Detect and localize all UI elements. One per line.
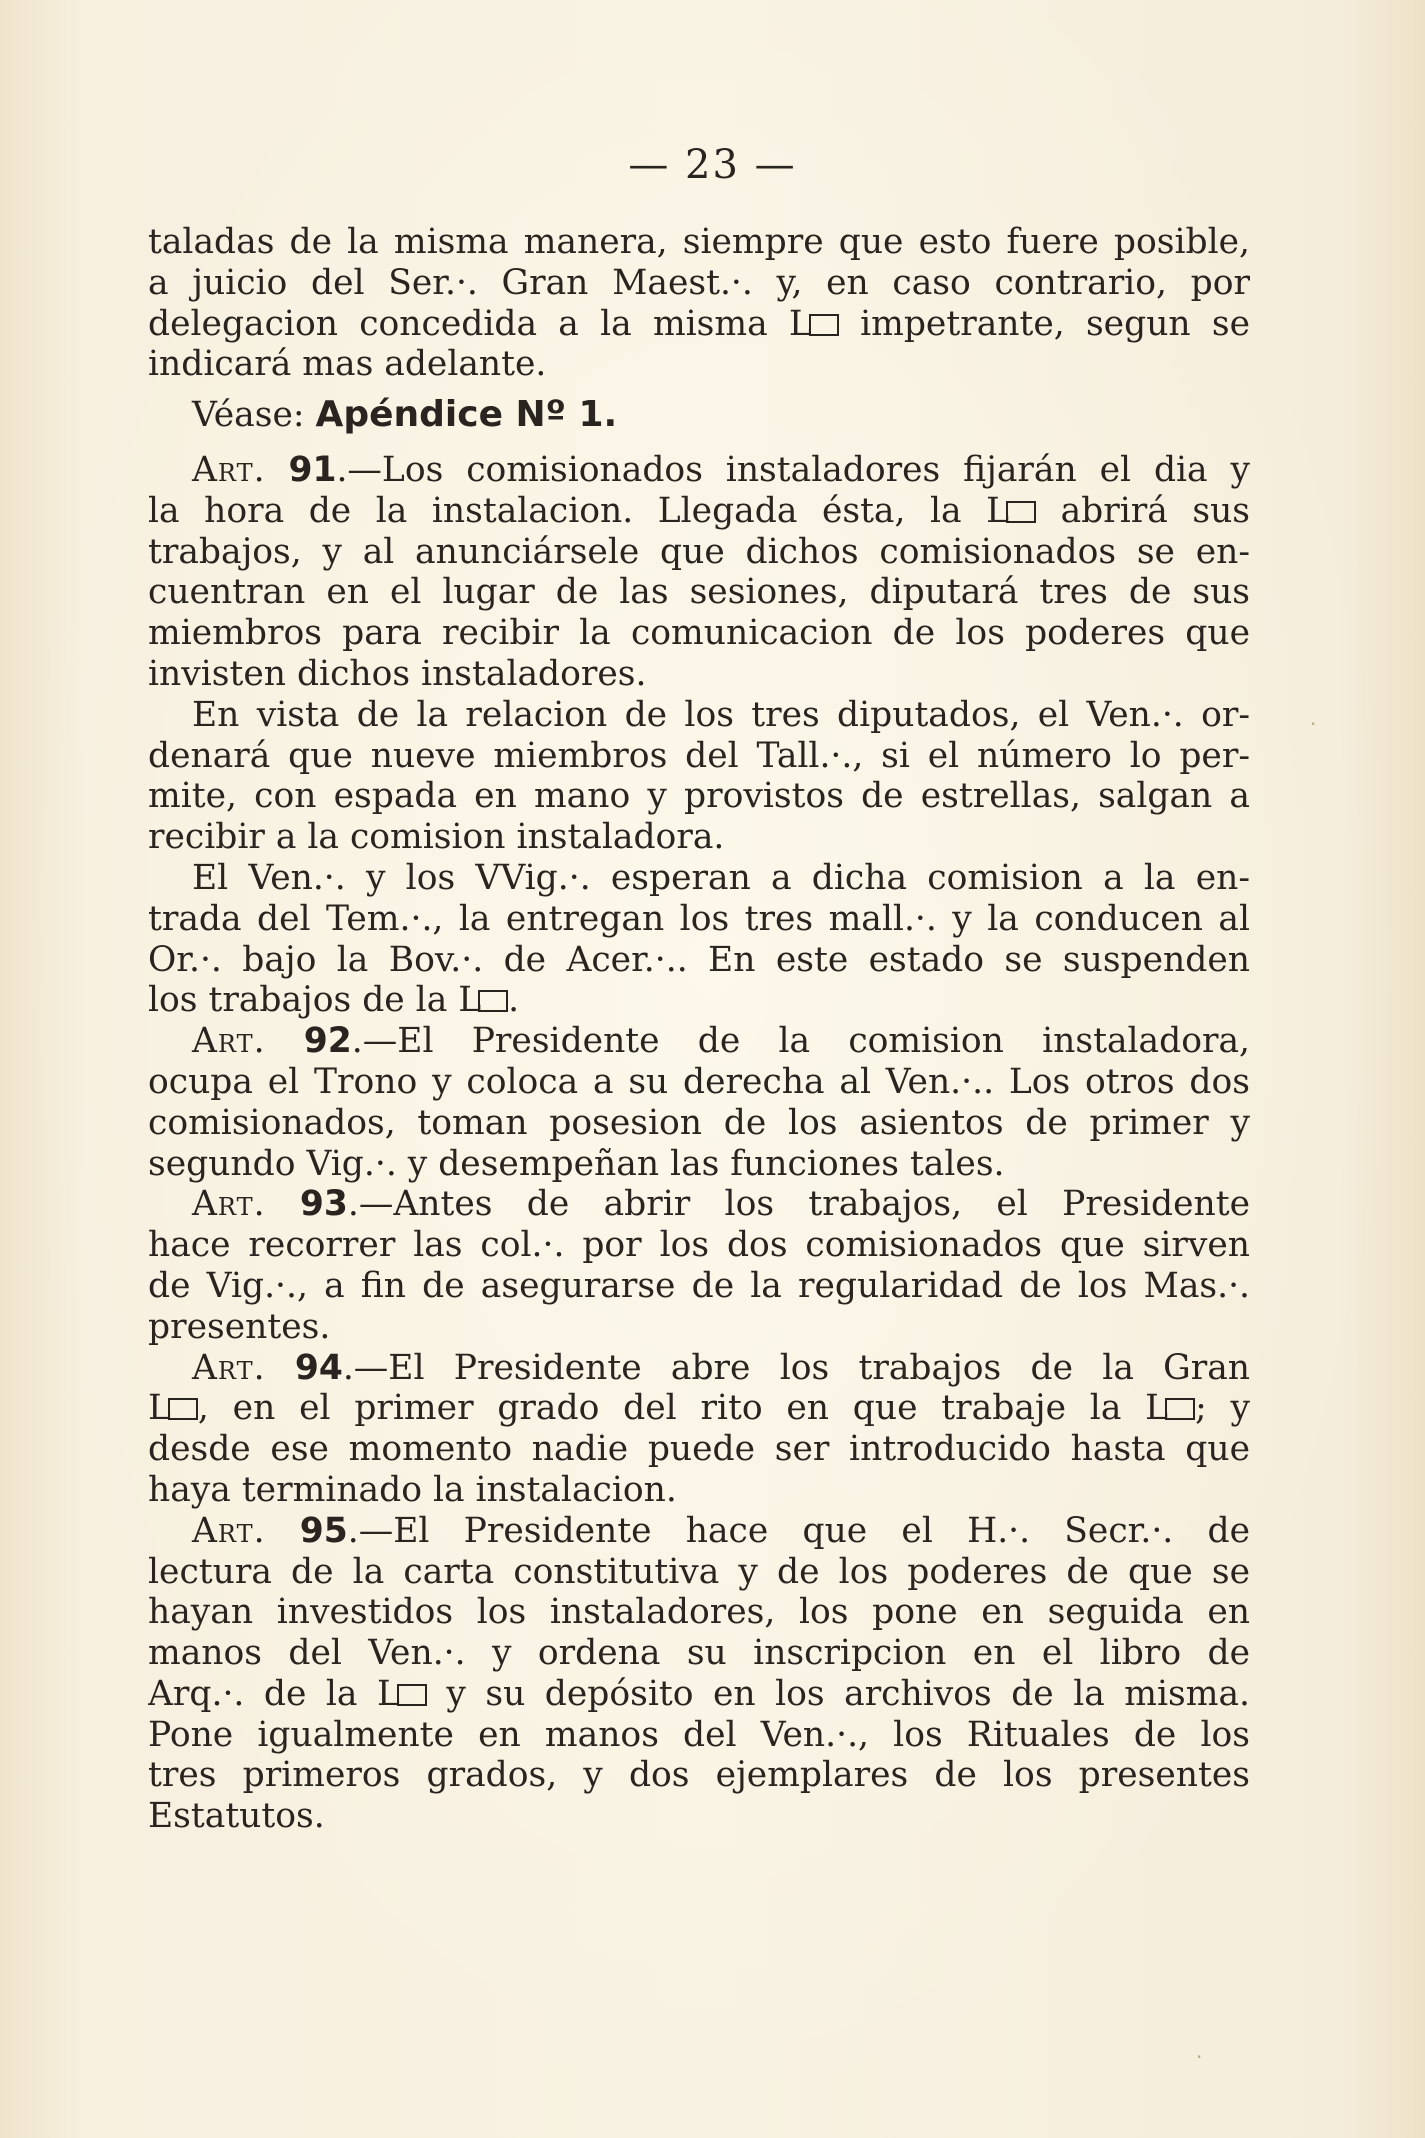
article-label: Art. [192,1184,266,1225]
text-line [148,613,1250,654]
lodge-square-icon [168,1398,198,1420]
line-text: miembros para recibir la comunicacion de los poderes que [148,613,1250,654]
text-line [148,1388,1250,1429]
line-text: .—Los comisionados instaladores fijarán el dia y [336,449,1250,490]
article-label: Art. [192,1510,266,1551]
text-line [148,1184,1250,1225]
text-line [148,1755,1250,1796]
line-text: Pone igualmente en manos del Ven.·., los Rituales de los [148,1714,1250,1755]
page-number: — 23 — [628,142,797,188]
article-number: 92 [303,1021,352,1062]
line-text: denará que nueve miembros del Tall.·., si el número lo per- [148,735,1250,776]
line-text: trada del Tem.·., la entregan los tres mall.·. y la conducen al [148,898,1250,939]
text-line [148,980,1250,1021]
line-text: hace recorrer las col.·. por los dos comisionados que sirven [148,1225,1250,1266]
line-text: los trabajos de la L [148,980,482,1021]
line-text: de Vig.·., a fin de asegurarse de la regularidad de los Mas.·. [148,1265,1250,1306]
line-text: desde ese momento nadie puede ser introducido hasta que [148,1429,1250,1470]
text-line [148,304,1250,345]
line-text: indicará mas adelante. [148,344,547,385]
text-line [148,222,1250,263]
article-number: 93 [299,1184,348,1225]
line-text: abrirá sus [1036,490,1250,531]
text-line [148,532,1250,573]
text-line [148,1511,1250,1552]
see-label: Véase: [192,395,305,436]
text-line [148,940,1250,981]
line-text: invisten dichos instaladores. [148,653,647,694]
text-line [148,736,1250,777]
line-text: delegacion concedida a la misma L [148,303,812,344]
line-text: cuentran en el lugar de las sesiones, diputará tres de sus [148,572,1250,613]
text-line [148,899,1250,940]
line-text: hayan investidos los instaladores, los pone en seguida en [148,1592,1250,1633]
text-line [148,1348,1250,1389]
line-text: El Ven.·. y los VVig.·. esperan a dicha comision a la en- [192,857,1250,898]
text-line [148,1429,1250,1470]
line-text: , en el primer grado del rito en que trabaje la L [197,1388,1169,1429]
text-line [148,776,1250,817]
lodge-square-icon [478,990,508,1012]
line-text: En vista de la relacion de los tres diputados, el Ven.·. or- [192,694,1250,735]
lodge-square-icon [397,1684,427,1706]
line-text: presentes. [148,1306,331,1347]
line-text: ; y [1195,1388,1250,1429]
line-text: segundo Vig.·. y desempeñan las funciones tales. [148,1143,1005,1184]
text-line [148,1266,1250,1307]
article-number: 95 [299,1510,348,1551]
text-line [148,344,1250,385]
article-label: Art. [192,449,266,490]
article-label: Art. [192,1347,266,1388]
line-text: Arq.·. de la L [148,1673,400,1714]
text-line [148,1552,1250,1593]
paper-speck: · [1196,2045,1203,2069]
line-text: taladas de la misma manera, siempre que esto fuere posible, [148,222,1250,262]
lodge-square-icon [1006,501,1036,523]
lodge-square-icon [809,314,839,336]
line-text: haya terminado la instalacion. [148,1469,677,1510]
line-text: .—El Presidente abre los trabajos de la Gran [342,1347,1250,1388]
text-line [148,1103,1250,1144]
line-text: recibir a la comision instaladora. [148,817,725,858]
line-text: trabajos, y al anunciársele que dichos comisionados se en- [148,531,1250,572]
article-number: 91 [288,449,337,490]
text-line [148,450,1250,491]
line-text: impetrante, segun se [838,303,1250,344]
article-number: 94 [294,1347,343,1388]
text-line [148,1796,1250,1837]
text-line [148,1470,1250,1511]
text-line [148,1144,1250,1185]
text-line [148,395,1250,436]
line-text: L [148,1388,171,1429]
lodge-square-icon [1165,1398,1195,1420]
line-text: y su depósito en los archivos de la misma. [426,1673,1250,1714]
line-text: manos del Ven.·. y ordena su inscripcion en el libro de [148,1633,1250,1674]
text-line [148,1021,1250,1062]
line-text: a juicio del Ser.·. Gran Maest.·. y, en caso contrario, por [148,262,1250,303]
line-text: tres primeros grados, y dos ejemplares de los presentes [148,1755,1250,1796]
line-text: mite, con espada en mano y provistos de estrellas, salgan a [148,776,1250,817]
text-line [148,654,1250,695]
line-text: ocupa el Trono y coloca a su derecha al Ven.·.. Los otros dos [148,1061,1250,1102]
article-label: Art. [192,1021,266,1062]
text-line [148,695,1250,736]
body-text [148,222,1250,1837]
appendix-reference: Apéndice Nº 1. [315,395,618,436]
text-line [148,1592,1250,1633]
text-line [148,1062,1250,1103]
line-text: Or.·. bajo la Bov.·. de Acer.·.. En este estado se suspenden [148,939,1250,980]
line-text: .—El Presidente de la comision instaladora, [351,1021,1250,1062]
line-text: .—El Presidente hace que el H.·. Secr.·. de [347,1510,1250,1551]
line-text: comisionados, toman posesion de los asientos de primer y [148,1102,1250,1143]
text-line [148,858,1250,899]
line-text: Estatutos. [148,1796,325,1837]
text-line [148,1674,1250,1715]
line-text: .—Antes de abrir los trabajos, el Presidente [347,1184,1250,1225]
text-line [148,1225,1250,1266]
text-line [148,1715,1250,1756]
line-text: lectura de la carta constitutiva y de los poderes de que se [148,1551,1250,1592]
line-text: . [508,980,520,1021]
text-line [148,263,1250,304]
text-line [148,1307,1250,1348]
text-line [148,817,1250,858]
text-line [148,491,1250,532]
line-text: la hora de la instalacion. Llegada ésta, la L [148,490,1010,531]
text-line [148,1633,1250,1674]
text-line [148,572,1250,613]
margin-speck: · [1310,712,1317,736]
